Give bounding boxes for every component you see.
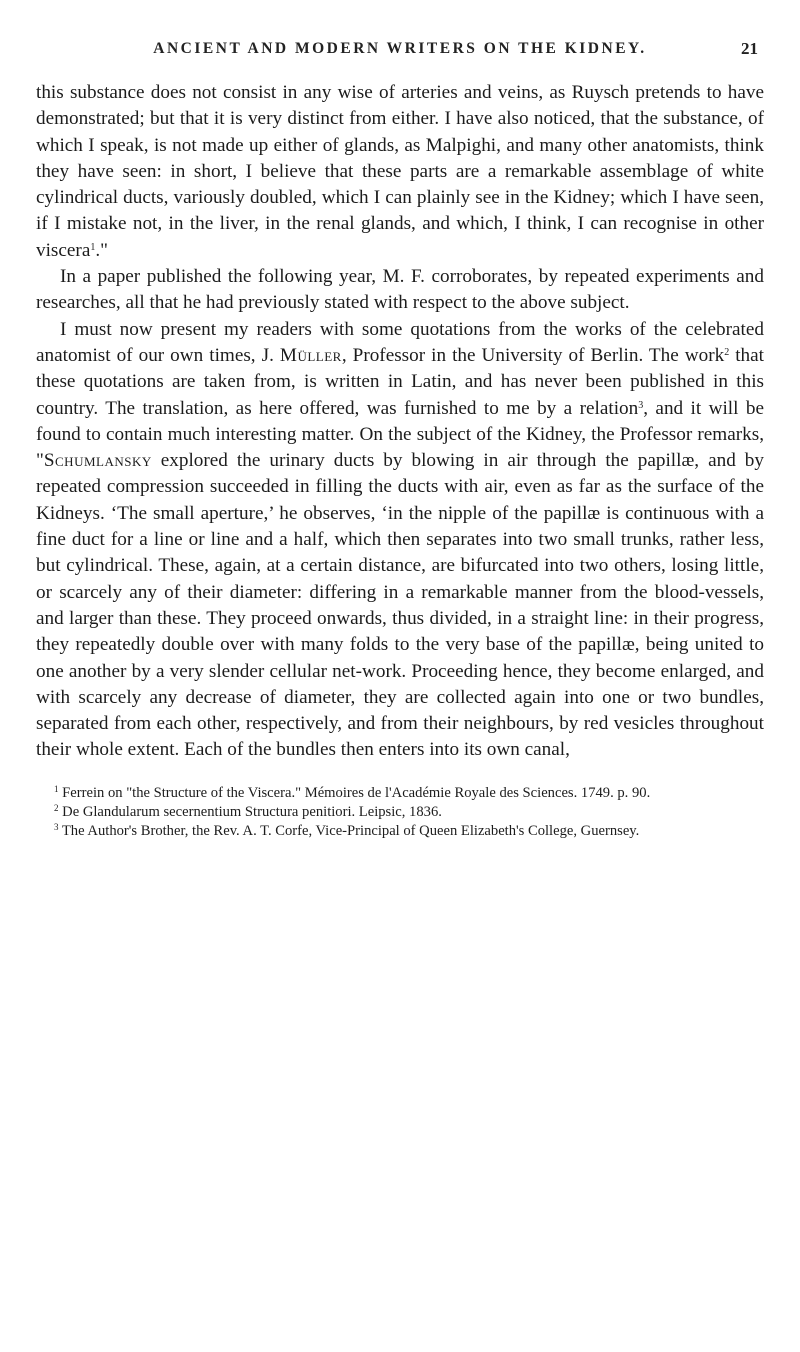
paragraph-3-text-e: explored the urinary ducts by blowing in air through the papillæ, and by repeated compression succeeded in filling the ducts with air, even as far as the surface of the Kidneys. ‘The small aperture,’ he observes, ‘in the nipple of the papillæ is continuous with a fine duct for a line or line and a half, which then separates into two small trunks, rather less, but cylindrical. These, again, at a certain distance, are bifurcated into two others, losing little, or scarcely any of their diameter: differing in a remarkable manner from the blood-vessels, and larger than these. They proceed onwards, thus divided, in a straight line: in their progress, they repeatedly double over with many folds to the very base of the papillæ, being united to one another by a very slender cellular net-work. Proceeding hence, they become enlarged, and with scarcely any decrease of diameter, they are collected again into one or two bundles, separated from each other, respectively, and from their neighbours, by red vesicles throughout their whole extent. Each of the bundles then enters into its own canal, <box>36 450 764 761</box>
paragraph-3-text-c: that these quotations are taken from, is written in Latin, and has never been published in this country. The translation, as here offered, was furnished to me by a relation <box>36 344 764 419</box>
footnote-2-text: De Glandularum secernentium Structura penitiori. Leipsic, 1836. <box>62 803 442 820</box>
running-head <box>36 40 764 70</box>
footnote-ref-1: 1 <box>90 241 96 253</box>
paragraph-3-text-b: , Professor in the University of Berlin. The work <box>341 344 725 366</box>
paragraph-2 <box>36 264 764 317</box>
paragraph-3 <box>36 317 764 764</box>
footnote-3 <box>36 822 764 841</box>
author-name-muller: Müller <box>279 344 342 366</box>
footnote-ref-3: 3 <box>638 399 644 411</box>
book-page <box>36 40 764 841</box>
page-number: 21 <box>741 39 758 58</box>
author-name-schumlansky: Schumlansky <box>43 450 152 472</box>
footnote-1-text: Ferrein on "the Structure of the Viscera." Mémoires de l'Académie Royale des Sciences. 1749. p. 90. <box>62 784 651 801</box>
paragraph-2-text: In a paper published the following year, M. F. corroborates, by repeated experiments and researches, all that he had previously stated with respect to the above subject. <box>36 266 764 314</box>
running-title: ANCIENT AND MODERN WRITERS ON THE KIDNEY. <box>153 40 647 57</box>
paragraph-1-end: ." <box>95 239 108 261</box>
footnote-3-text: The Author's Brother, the Rev. A. T. Corfe, Vice-Principal of Queen Elizabeth's College, Guernsey. <box>61 822 640 839</box>
paragraph-3-text-a: I must now present my readers with some quotations from the works of the celebrated anatomist of our own times, J. <box>36 318 764 366</box>
footnote-mark-1: 1 <box>54 783 59 794</box>
paragraph-1 <box>36 80 764 264</box>
footnotes <box>36 784 764 841</box>
footnote-mark-3: 3 <box>54 821 59 832</box>
footnote-1 <box>36 784 764 803</box>
paragraph-1-text: this substance does not consist in any wise of arteries and veins, as Ruysch pretends to have demonstrated; but that it is very distinct from either. I have also noticed, that the substance, of which I speak, is not made up either of glands, as Malpighi, and many other anatomists, think they have seen: in short, I believe that these parts are a remarkable assemblage of white cylindrical ducts, variously doubled, which I can plainly see in the Kidney; which I have seen, if I mistake not, in the liver, in the renal glands, and which, I think, I can recognise in other viscera <box>36 82 764 261</box>
body-text <box>36 80 764 764</box>
footnote-ref-2: 2 <box>724 346 730 358</box>
footnote-mark-2: 2 <box>54 802 59 813</box>
footnote-2 <box>36 803 764 822</box>
paragraph-3-text-d: , and it will be found to contain much interesting matter. On the subject of the Kidney, the Professor remarks, " <box>36 397 764 472</box>
